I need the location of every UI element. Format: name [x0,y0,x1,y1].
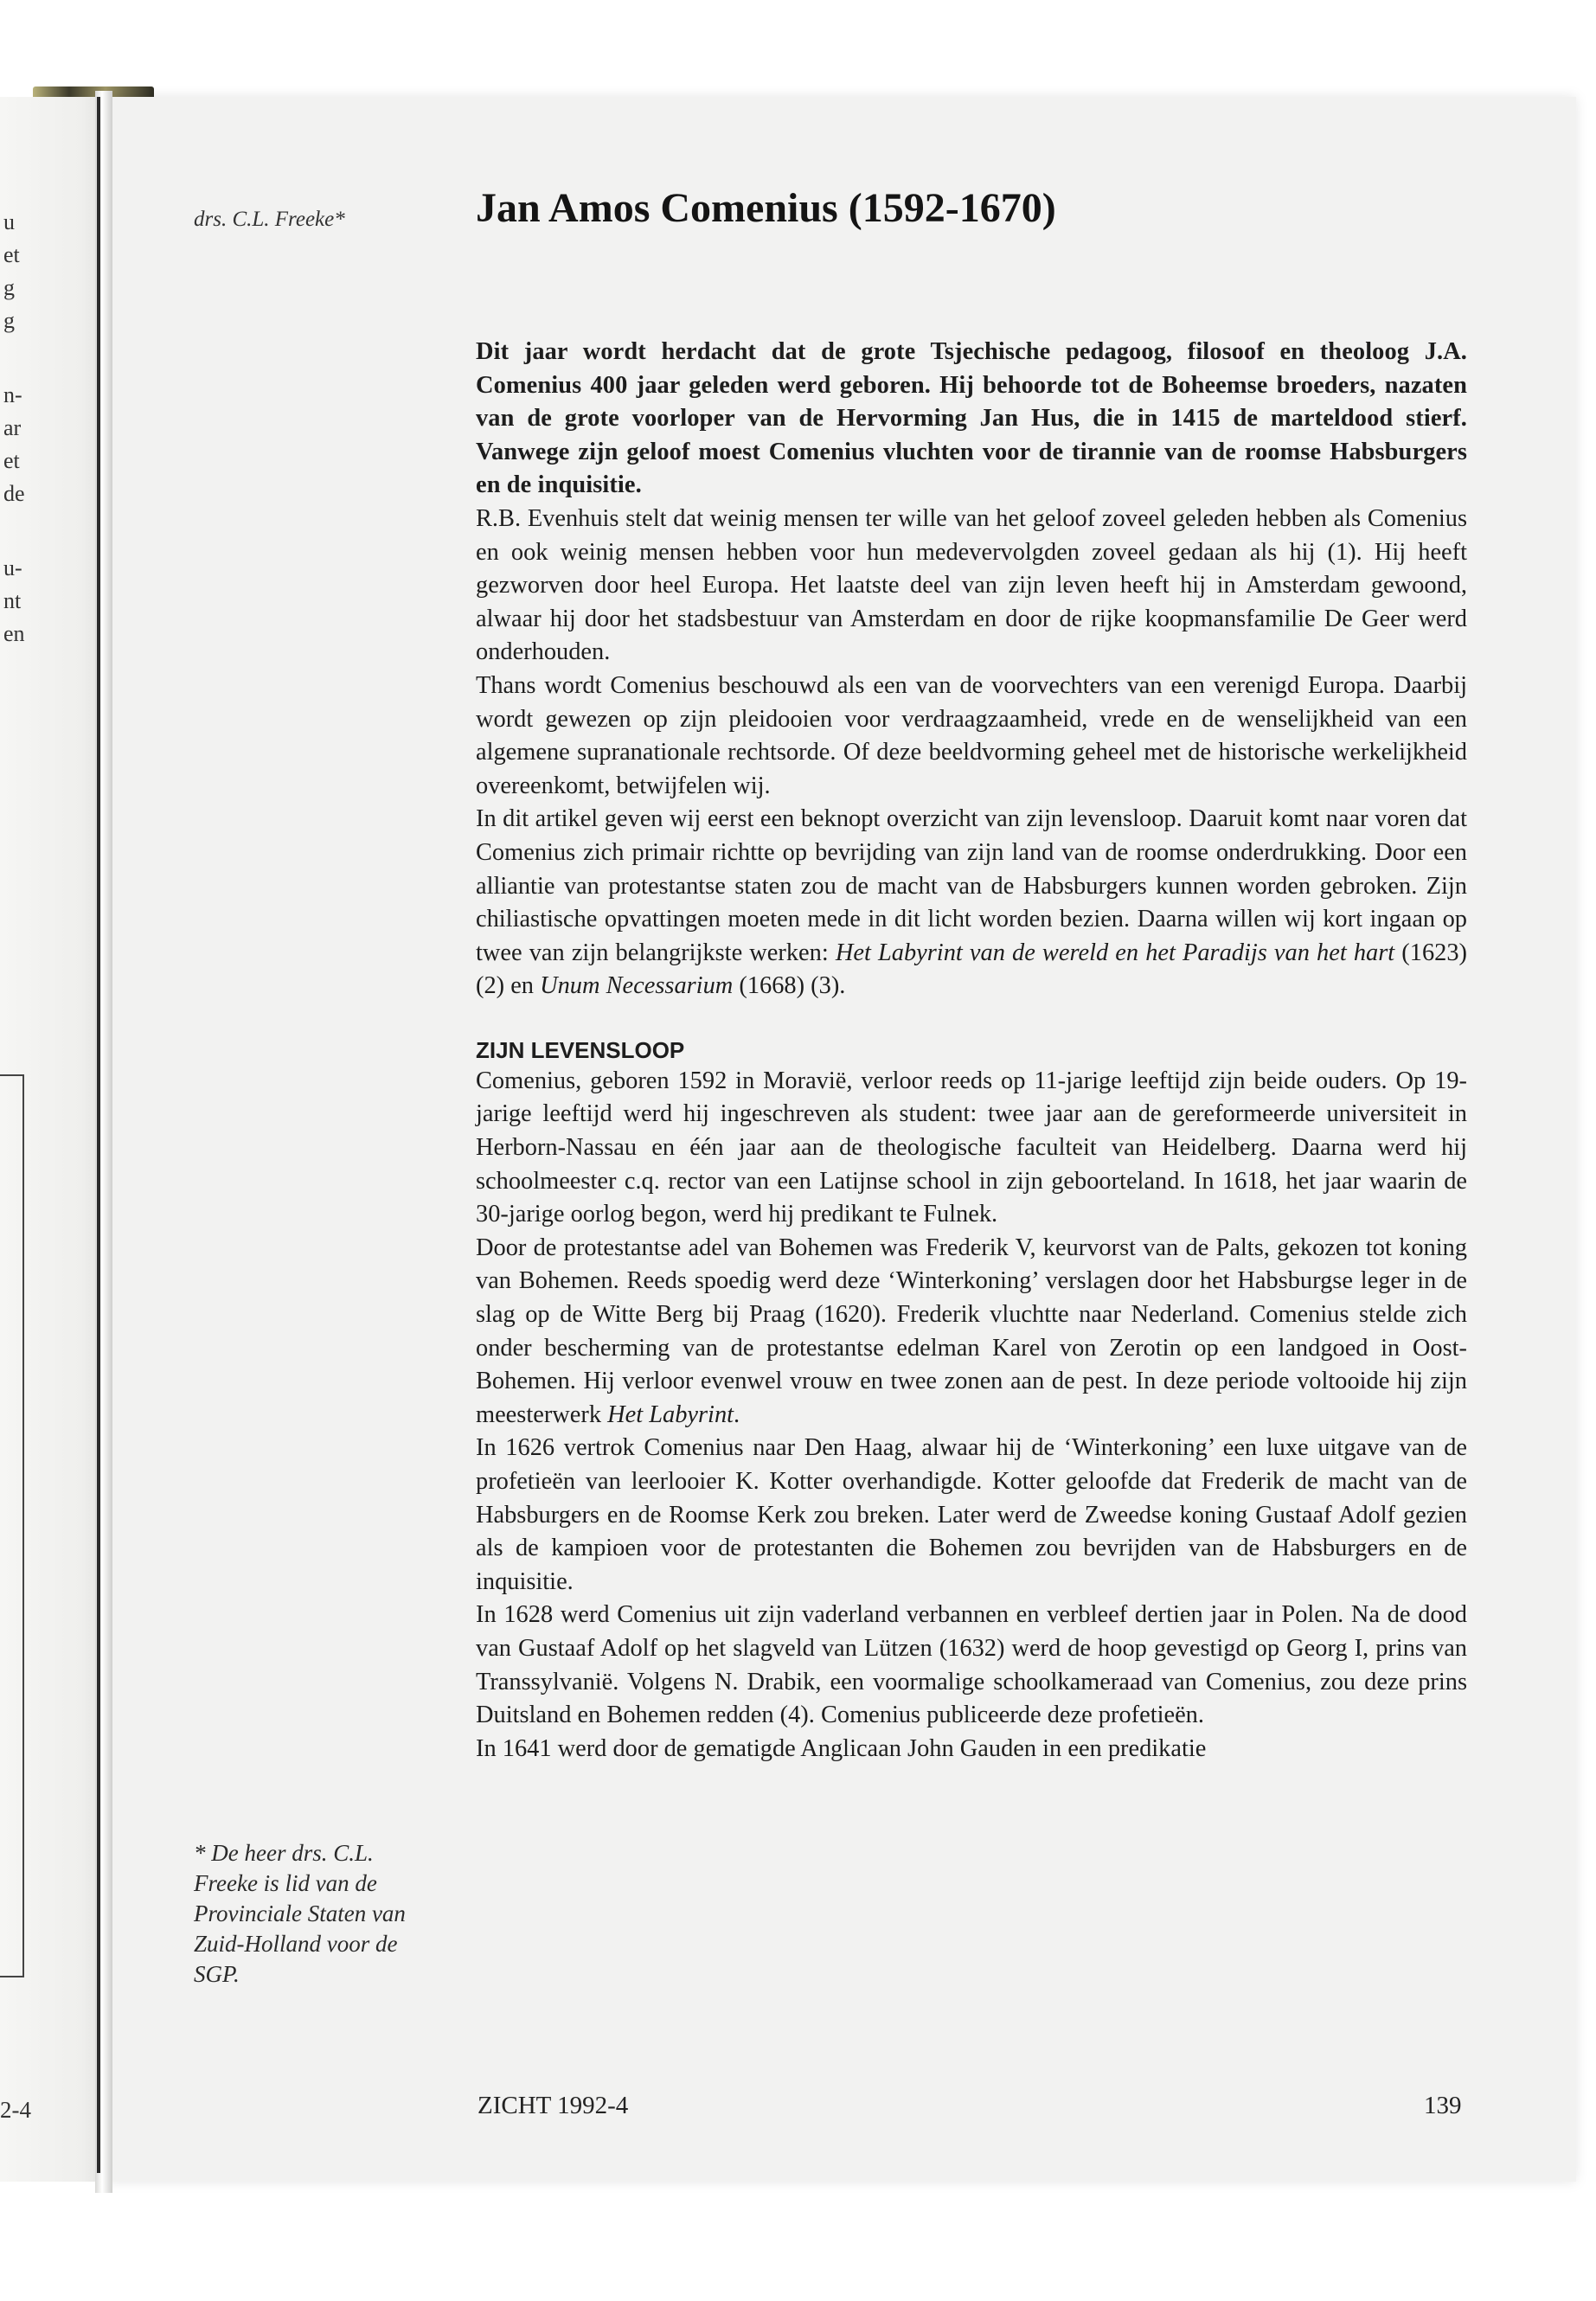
left-page-fragment: et [3,242,20,267]
footer-page-number: 139 [1424,2092,1462,2119]
body-paragraph: In 1641 werd door de gematigde Anglicaan John Gauden in een predikatie [476,1734,1207,1762]
left-page-fragment: u [3,209,15,234]
paragraph-text: (1668) (3). [733,972,846,1000]
body-paragraph: Thans wordt Comenius beschouwd als een van de voorvechters van een verenigd Europa. Daarbij wordt gewezen op zijn pleidooien voor verdraagzaamheid, vrede en de wenselijkheid van een algemene supranationale rechtsorde. Of deze beeldvorming geheel met de historische werkelijkheid overeenkomt, betwijfelen wij. [476,671,1467,799]
paragraph-text: Door de protestantse adel van Bohemen was Frederik V, keurvorst van de Palts, gekozen tot koning van Bohemen. Reeds spoedig werd deze ‘Winterkoning’ verslagen door het Habsburgse leger in de slag op de Witte Berg bij Praag (1620). Frederik vluchtte naar Nederland. Comenius stelde zich onder bescherming van de protestantse edelman Karel von Zerotin op een landgoed in Oost-Bohemen. Hij verloor evenwel vrouw en twee zonen aan de pest. In deze periode voltooide hij zijn meesterwerk [476,1234,1467,1428]
body-paragraph [476,803,1467,1003]
lead-paragraph: Dit jaar wordt herdacht dat de grote Tsjechische pedagoog, filosoof en theoloog J.A. Comenius 400 jaar geleden werd geboren. Hij behoorde tot de Boheemse broeders, nazaten van de grote voorloper van de Hervorming Jan Hus, die in 1415 de marteldood stierf. Vanwege zijn geloof moest Comenius vluchten voor de tirannie van de roomse Habsburgers en de inquisitie. [476,338,1467,499]
body-paragraph [476,1232,1467,1433]
author-byline: drs. C.L. Freeke* [194,208,345,231]
left-page-box [0,1074,24,1977]
left-page-edge [0,97,102,2182]
body-paragraph: In 1628 werd Comenius uit zijn vaderland verbannen en verbleef dertien jaar in Polen. Na de dood van Gustaaf Adolf op het slagveld van Lützen (1632) werd de hoop gevestigd op Georg I, prins van Transsylvanië. Volgens N. Drabik, een voormalige schoolkameraad van Comenius, zou deze prins Duitsland en Bohemen redden (4). Comenius publiceerde deze profetieën. [476,1601,1467,1729]
paragraph-text: (1623) (2) en [476,939,1467,1000]
work-title: Het Labyrint [607,1400,734,1428]
footer-journal-issue: ZICHT 1992-4 [478,2092,629,2119]
paragraph-text: In dit artikel geven wij eerst een beknopt overzicht van zijn levensloop. Daaruit komt naar voren dat Comenius zich primair richtte op bevrijding van zijn land van de roomse onderdrukking. Door een alliantie van protestantse staten zou de macht van de Habsburgers kunnen worden gebroken. Zijn chiliastische opvattingen moeten mede in dit licht worden bezien. Daarna willen wij kort ingaan op twee van zijn belangrijkste werken: [476,805,1467,966]
author-footnote: * De heer drs. C.L. Freeke is lid van de Provinciale Staten van Zuid-Holland voor de SGP. [194,1840,406,1987]
work-title: Het Labyrint van de wereld en het Paradijs van het hart [835,939,1395,966]
body-paragraph: In 1626 vertrok Comenius naar Den Haag, alwaar hij de ‘Winterkoning’ een luxe uitgave van de profetieën van leerlooier K. Kotter overhandigde. Kotter geloofde dat Frederik de macht van de Habsburgers en de Roomse Kerk zou breken. Later werd de Zweedse koning Gustaaf Adolf gezien als de kampioen voor de protestanten die Bohemen zou bevrijden van de Habsburgers en de inquisitie. [476,1434,1467,1595]
article-title: Jan Amos Comenius (1592-1670) [476,185,1056,231]
left-page-fragment: de [3,481,25,506]
paragraph-text: . [734,1400,740,1428]
left-page-fragment: en [3,621,25,646]
left-page-fragment: g [3,308,15,333]
work-title: Unum Necessarium [540,972,734,1000]
body-paragraph: R.B. Evenhuis stelt dat weinig mensen ter wille van het geloof zoveel geleden hebben als Comenius en ook weinig mensen hebben voor hun medevervolgden zoveel gedaan als hij (1). Hij heeft gezworven door heel Europa. Het laatste deel van zijn leven heeft hij in Amsterdam gewoond, alwaar hij door het stadsbestuur van Amsterdam en door de rijke koopmansfamilie De Geer werd onderhouden. [476,504,1467,666]
left-page-fragment: u- [3,555,22,580]
left-page-fragment: n- [3,382,22,407]
left-page-fragment: et [3,448,20,473]
left-page-folio: 2-4 [0,2097,31,2123]
left-page-fragment: ar [3,415,22,440]
section-heading: ZIJN LEVENSLOOP [476,1036,685,1063]
left-page-fragment: g [3,275,15,300]
binding-edge-line [97,97,100,2173]
left-page-fragment: nt [3,588,22,613]
article-body [476,336,1467,1766]
body-paragraph: Comenius, geboren 1592 in Moravië, verloor reeds op 11-jarige leeftijd zijn beide ouders. Op 19-jarige leeftijd werd hij ingeschreven als student: twee jaar aan de gereformeerde universiteit in Herborn-Nassau en één jaar aan de theologische faculteit van Heidelberg. Daarna werd hij schoolmeester c.q. rector van een Latijnse school in zijn geboorteland. In 1618, het jaar waarin de 30-jarige oorlog begon, werd hij predikant te Fulnek. [476,1067,1467,1228]
